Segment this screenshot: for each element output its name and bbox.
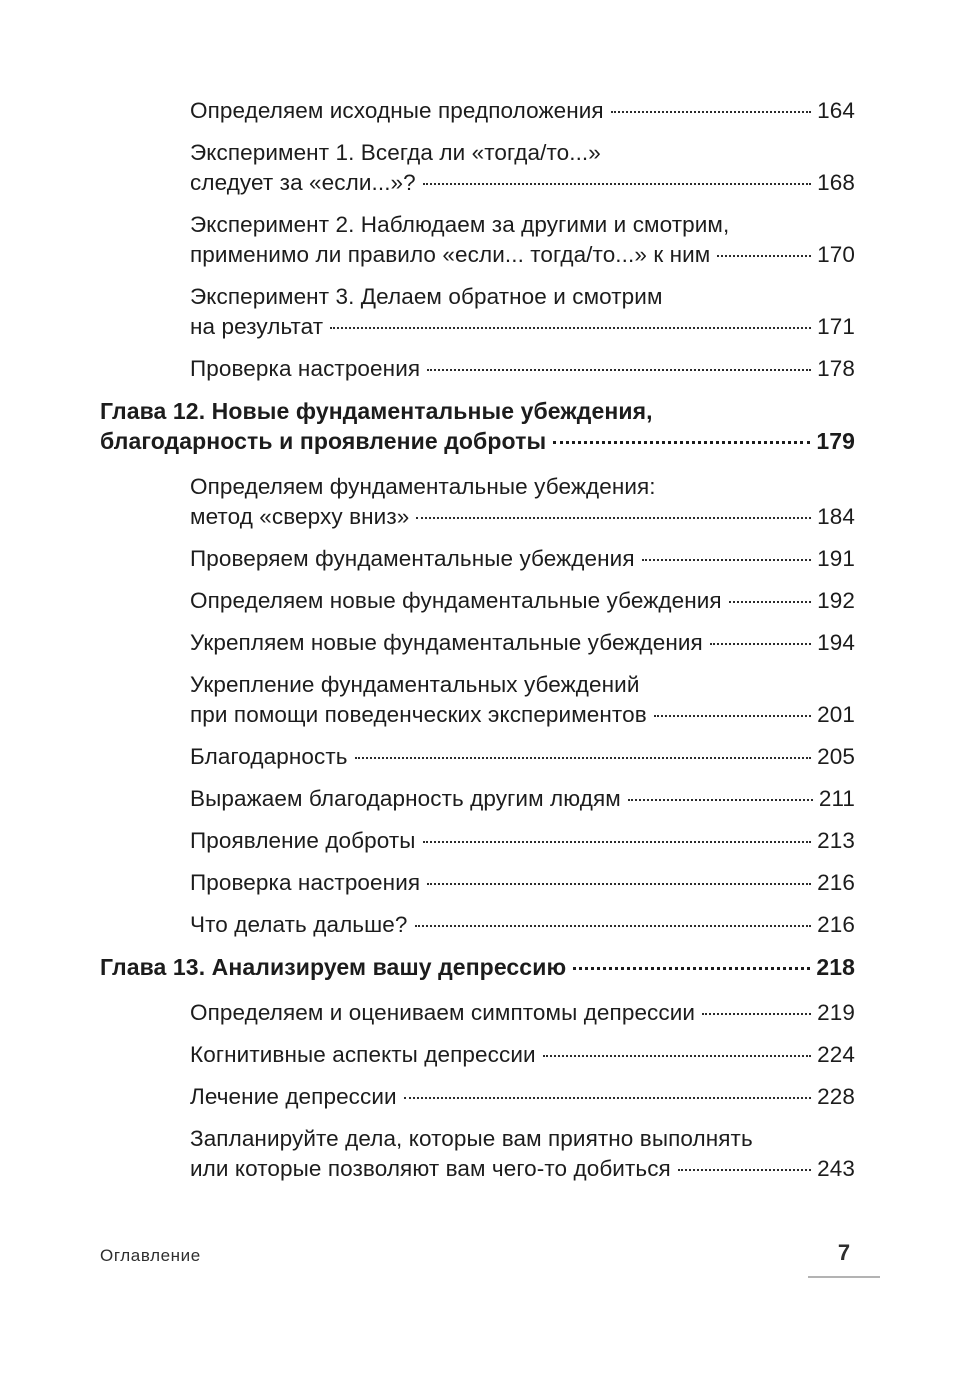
toc-entry — [190, 1040, 855, 1070]
toc-item-title-line: Эксперимент 3. Делаем обратное и смотрим — [190, 284, 663, 309]
dot-leader — [729, 601, 811, 603]
toc-entry — [190, 826, 855, 856]
toc-item-title: применимо ли правило «если... тогда/то...» к ним — [190, 242, 711, 267]
toc-page-number: 228 — [817, 1084, 855, 1109]
toc-item-title-line: Глава 12. Новые фундаментальные убеждения, — [100, 398, 653, 424]
toc-item-title: Проверка настроения — [190, 870, 421, 895]
toc-page-number: 219 — [817, 1000, 855, 1025]
dot-leader — [404, 1097, 811, 1099]
toc-page-number: 170 — [817, 242, 855, 267]
toc-page-number: 211 — [818, 786, 855, 811]
toc-page-number: 179 — [816, 428, 855, 454]
toc-entry — [190, 742, 855, 772]
dot-leader — [416, 517, 811, 519]
table-of-contents — [100, 96, 855, 1184]
dot-leader — [330, 327, 811, 329]
toc-chapter-heading — [100, 396, 855, 456]
toc-page-number: 192 — [817, 588, 855, 613]
toc-item-title: Глава 13. Анализируем вашу депрессию — [100, 954, 567, 980]
toc-chapter-heading — [100, 952, 855, 982]
toc-entry — [190, 784, 855, 814]
toc-item-title: Определяем новые фундаментальные убеждения — [190, 588, 722, 613]
toc-entry — [190, 1124, 855, 1184]
toc-item-title: благодарность и проявление доброты — [100, 428, 547, 454]
toc-entry — [190, 210, 855, 270]
toc-entry — [190, 354, 855, 384]
dot-leader — [427, 883, 811, 885]
toc-item-title-line: Запланируйте дела, которые вам приятно выполнять — [190, 1126, 753, 1151]
toc-entry — [190, 1082, 855, 1112]
footer-page-number: 7 — [808, 1240, 880, 1278]
dot-leader — [543, 1055, 811, 1057]
dot-leader — [355, 757, 812, 759]
toc-item-title: или которые позволяют вам чего-то добиться — [190, 1156, 671, 1181]
dot-leader — [553, 441, 810, 444]
toc-entry — [190, 998, 855, 1028]
toc-item-title: метод «сверху вниз» — [190, 504, 410, 529]
toc-item-title-line: Эксперимент 1. Всегда ли «тогда/то...» — [190, 140, 601, 165]
toc-item-title: на результат — [190, 314, 324, 339]
toc-entry — [190, 910, 855, 940]
toc-item-title-line: Укрепление фундаментальных убеждений — [190, 672, 640, 697]
dot-leader — [654, 715, 811, 717]
toc-entry — [190, 544, 855, 574]
toc-page-number: 216 — [817, 912, 855, 937]
toc-page-number: 224 — [817, 1042, 855, 1067]
toc-item-title: при помощи поведенческих экспериментов — [190, 702, 647, 727]
dot-leader — [710, 643, 811, 645]
toc-entry — [190, 472, 855, 532]
toc-item-title: Что делать дальше? — [190, 912, 408, 937]
toc-item-title-line: Эксперимент 2. Наблюдаем за другими и смотрим, — [190, 212, 730, 237]
toc-entry — [190, 628, 855, 658]
toc-page-number: 205 — [817, 744, 855, 769]
toc-page-number: 191 — [817, 546, 855, 571]
toc-item-title: Проверяем фундаментальные убеждения — [190, 546, 635, 571]
toc-page-number: 168 — [817, 170, 855, 195]
dot-leader — [628, 799, 813, 801]
dot-leader — [423, 183, 811, 185]
dot-leader — [678, 1169, 811, 1171]
footer-section-label: Оглавление — [100, 1246, 201, 1265]
dot-leader — [415, 925, 812, 927]
dot-leader — [702, 1013, 811, 1015]
toc-page-number: 194 — [817, 630, 855, 655]
dot-leader — [611, 111, 811, 113]
page-footer — [100, 1240, 880, 1278]
toc-item-title: Укрепляем новые фундаментальные убеждения — [190, 630, 703, 655]
dot-leader — [427, 369, 811, 371]
toc-entry — [190, 868, 855, 898]
toc-entry — [190, 138, 855, 198]
dot-leader — [423, 841, 812, 843]
toc-item-title: Определяем исходные предположения — [190, 98, 604, 123]
toc-entry — [190, 96, 855, 126]
toc-page-number: 218 — [816, 954, 855, 980]
dot-leader — [573, 967, 810, 970]
toc-item-title: Проявление доброты — [190, 828, 416, 853]
toc-item-title: следует за «если...»? — [190, 170, 416, 195]
toc-page-number: 201 — [817, 702, 855, 727]
toc-item-title: Когнитивные аспекты депрессии — [190, 1042, 536, 1067]
toc-page-number: 184 — [817, 504, 855, 529]
toc-item-title: Определяем и оцениваем симптомы депрессии — [190, 1000, 696, 1025]
toc-page-number: 171 — [817, 314, 855, 339]
toc-item-title: Выражаем благодарность другим людям — [190, 786, 621, 811]
toc-item-title-line: Определяем фундаментальные убеждения: — [190, 474, 656, 499]
toc-entry — [190, 586, 855, 616]
toc-page-number: 178 — [817, 356, 855, 381]
toc-item-title: Лечение депрессии — [190, 1084, 397, 1109]
toc-item-title: Проверка настроения — [190, 356, 421, 381]
toc-entry — [190, 670, 855, 730]
dot-leader — [642, 559, 812, 561]
toc-entry — [190, 282, 855, 342]
toc-page-number: 243 — [817, 1156, 855, 1181]
toc-page-number: 216 — [817, 870, 855, 895]
toc-item-title: Благодарность — [190, 744, 348, 769]
dot-leader — [717, 255, 811, 257]
toc-page-number: 164 — [817, 98, 855, 123]
toc-page-number: 213 — [817, 828, 855, 853]
